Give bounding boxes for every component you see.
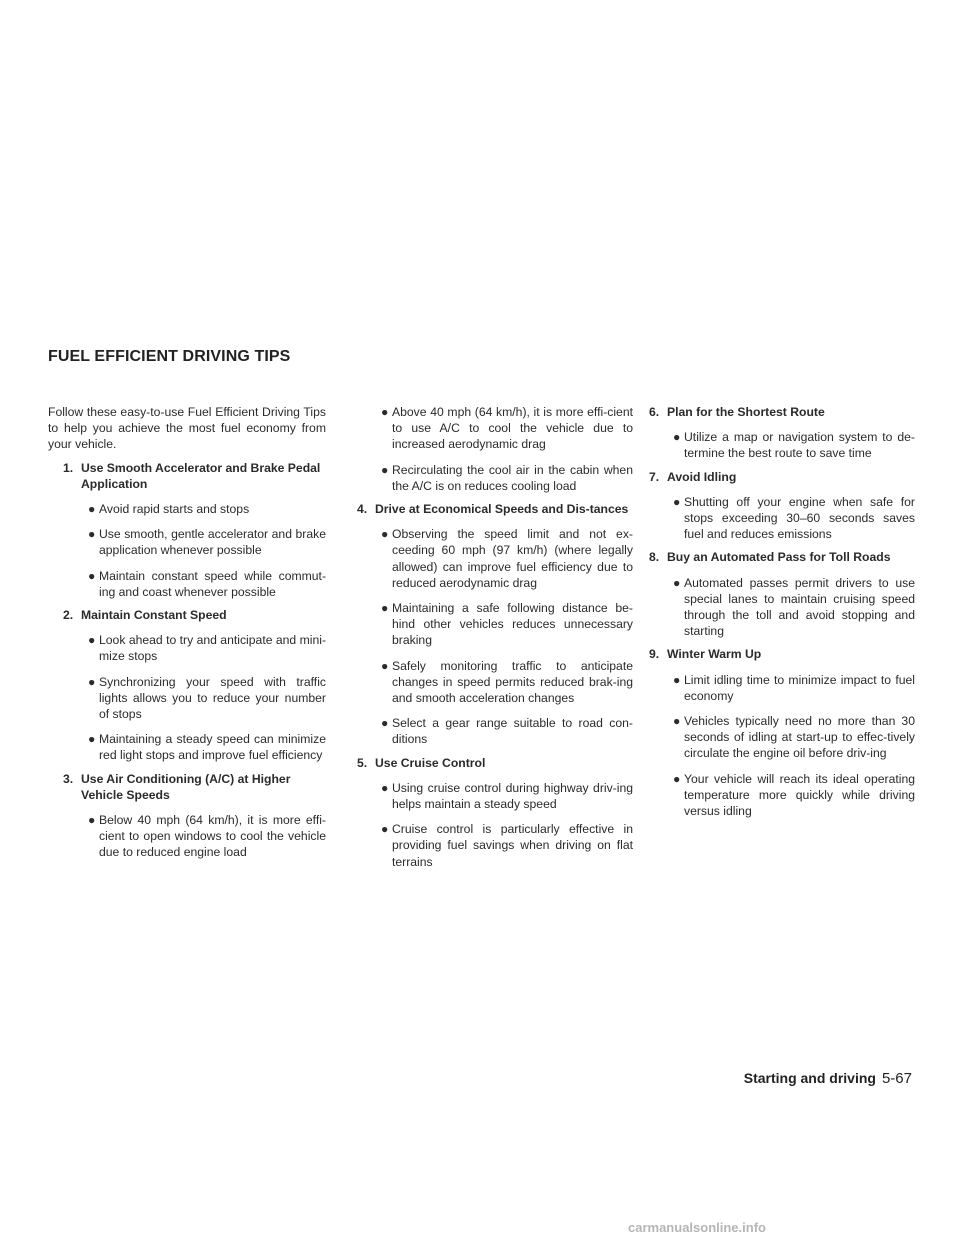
section-number: 9. — [649, 647, 660, 662]
section-title: Plan for the Shortest Route — [667, 405, 825, 419]
bullet-icon: ● — [673, 430, 681, 445]
list-item: ● Look ahead to try and anticipate and mini-mize stops — [88, 633, 326, 664]
section-heading — [357, 755, 633, 771]
list-item: ● Recirculating the cool air in the cabin when the A/C is on reduces cooling load — [381, 462, 633, 493]
section-9 — [649, 646, 915, 819]
section-1 — [48, 460, 326, 600]
section-7 — [649, 469, 915, 543]
footer-section-name: Starting and driving — [743, 1070, 876, 1086]
bullet-icon: ● — [381, 601, 389, 616]
section-number: 6. — [649, 405, 660, 419]
bullet-icon: ● — [673, 494, 681, 509]
section-4 — [357, 501, 633, 748]
intro-paragraph: Follow these easy-to-use Fuel Efficient Driving Tips to help you achieve the most fuel economy from your vehicle. — [48, 405, 326, 452]
list-item: ● Limit idling time to minimize impact to fuel economy — [673, 672, 915, 703]
column-3 — [649, 404, 915, 819]
list-item: ● Above 40 mph (64 km/h), it is more effi-cient to use A/C to cool the vehicle due to increased aerodynamic drag — [381, 405, 633, 452]
list-item: ● Synchronizing your speed with traffic lights allows you to reduce your number of stops — [88, 674, 326, 722]
column-2 — [357, 404, 633, 870]
section-6 — [649, 404, 915, 462]
section-title: Use Cruise Control — [375, 755, 486, 770]
page-title: FUEL EFFICIENT DRIVING TIPS — [48, 348, 291, 365]
section-number: 7. — [649, 469, 660, 484]
page-footer — [744, 1070, 912, 1087]
section-heading — [48, 460, 326, 492]
bullet-icon: ● — [381, 462, 389, 477]
bullet-icon: ● — [88, 732, 96, 747]
list-item: ● Select a gear range suitable to road con-ditions — [381, 716, 633, 747]
section-title: Avoid Idling — [667, 469, 737, 484]
section-8 — [649, 549, 915, 639]
section-number: 4. — [357, 502, 368, 517]
bullet-icon: ● — [88, 674, 96, 689]
section-5 — [357, 755, 633, 870]
section-title: Winter Warm Up — [667, 647, 762, 662]
section-heading — [649, 404, 915, 420]
page-number: 5-67 — [881, 1070, 912, 1087]
bullet-icon: ● — [673, 771, 681, 786]
bullet-icon: ● — [381, 780, 389, 795]
list-item: ● Observing the speed limit and not ex-ceeding 60 mph (97 km/h) (where legally allowed) can improve fuel efficiency due to reduced aerodynamic drag — [381, 527, 633, 590]
list-item: ● Shutting off your engine when safe for stops exceeding 30–60 seconds saves fuel and reduces emissions — [673, 494, 915, 542]
bullet-icon: ● — [88, 813, 96, 828]
list-item: ● Using cruise control during highway driv-ing helps maintain a steady speed — [381, 780, 633, 812]
list-item: ● Utilize a map or navigation system to de-termine the best route to save time — [673, 430, 915, 461]
section-2 — [48, 607, 326, 764]
bullet-icon: ● — [673, 575, 681, 590]
bullet-icon: ● — [88, 633, 96, 648]
bullet-icon: ● — [673, 672, 681, 687]
section-title: Maintain Constant Speed — [81, 608, 227, 623]
section-title: Use Air Conditioning (A/C) at Higher Vehicle Speeds — [81, 771, 291, 802]
bullet-icon: ● — [381, 405, 389, 419]
list-item: ● Your vehicle will reach its ideal operating temperature more quickly while driving versus idling — [673, 771, 915, 819]
list-item: ● Avoid rapid starts and stops — [88, 502, 250, 517]
section-number: 3. — [63, 771, 74, 786]
bullet-icon: ● — [381, 658, 389, 673]
section-heading — [649, 469, 915, 485]
bullet-icon: ● — [88, 527, 96, 542]
section-title: Use Smooth Accelerator and Brake Pedal Application — [81, 460, 321, 491]
column-1 — [48, 404, 326, 861]
section-heading — [357, 501, 633, 517]
bullet-icon: ● — [88, 502, 96, 517]
section-title: Drive at Economical Speeds and Dis-tances — [375, 502, 629, 517]
list-item: ● Automated passes permit drivers to use special lanes to maintain cruising speed through the toll and avoid stopping and starting — [673, 575, 915, 639]
watermark: carmanualsonline.info — [628, 1220, 766, 1235]
bullet-icon: ● — [88, 568, 96, 583]
section-number: 5. — [357, 755, 368, 770]
bullet-icon: ● — [381, 822, 389, 837]
section-heading — [649, 646, 915, 662]
list-item: ● Safely monitoring traffic to anticipate changes in speed permits reduced brak-ing and smooth acceleration changes — [381, 658, 633, 706]
section-number: 2. — [63, 608, 74, 623]
list-item: ● Maintain constant speed while commut-ing and coast whenever possible — [88, 568, 326, 599]
bullet-icon: ● — [673, 714, 681, 729]
section-title: Buy an Automated Pass for Toll Roads — [667, 550, 891, 565]
list-item: ● Below 40 mph (64 km/h), it is more effi-cient to open windows to cool the vehicle due to reduced engine load — [88, 813, 326, 860]
bullet-icon: ● — [381, 527, 389, 542]
section-heading — [649, 549, 915, 565]
section-3 — [48, 771, 326, 861]
section-heading — [48, 771, 326, 803]
section-number: 8. — [649, 550, 660, 565]
section-number: 1. — [63, 460, 74, 475]
section-heading — [48, 607, 326, 623]
list-item: ● Maintaining a safe following distance be-hind other vehicles reduces unnecessary braking — [381, 601, 633, 648]
list-item: ● Use smooth, gentle accelerator and brake application whenever possible — [88, 527, 326, 558]
bullet-icon: ● — [381, 716, 389, 731]
list-item: ● Vehicles typically need no more than 30 seconds of idling at start-up to effec-tively circulate the engine oil before driv-ing — [673, 714, 915, 761]
list-item: ● Cruise control is particularly effective in providing fuel savings when driving on flat terrains — [381, 822, 633, 869]
list-item: ● Maintaining a steady speed can minimize red light stops and improve fuel efficiency — [88, 732, 326, 763]
